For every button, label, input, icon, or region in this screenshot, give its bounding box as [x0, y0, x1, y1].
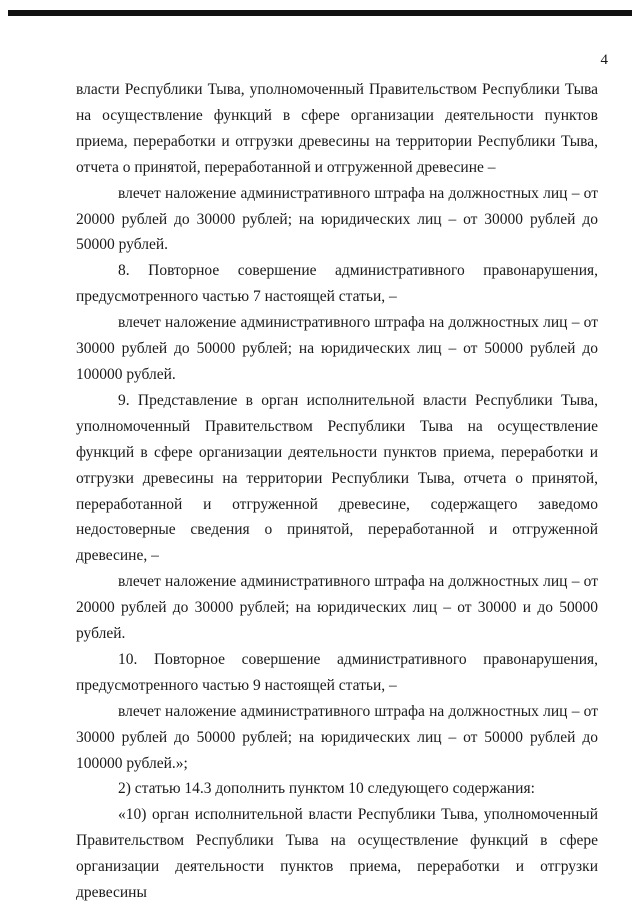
paragraph-item-9: 9. Представление в орган исполнительной власти Республики Тыва, уполномоченный Правительством Республики Тыва на осуществление функций в сфере организации деятельности пунктов приема, переработки и отгрузки древесины на территории Республики Тыва, отчета о принятой, переработанной и отгруженной древесине, содержащего заведомо недостоверные сведения о принятой, переработанной и отгруженной древесине, –	[76, 391, 598, 565]
document-body	[76, 77, 598, 906]
paragraph-item-8: 8. Повторное совершение административного правонарушения, предусмотренного частью 7 настоящей статьи, –	[76, 262, 598, 306]
paragraph-continuation: власти Республики Тыва, уполномоченный Правительством Республики Тыва на осуществление функций в сфере организации деятельности пунктов приема, переработки и отгрузки древесины на территории Республики Тыва, отчета о принятой, переработанной и отгруженной древесине –	[76, 81, 598, 176]
paragraph-penalty-7: влечет наложение административного штрафа на должностных лиц – от 20000 рублей до 30000 рублей; на юридических лиц – от 30000 рублей до 50000 рублей.	[76, 184, 598, 254]
paragraph-amendment-14-3: 2) статью 14.3 дополнить пунктом 10 следующего содержания:	[118, 780, 535, 798]
paragraph-penalty-10: влечет наложение административного штрафа на должностных лиц – от 30000 рублей до 50000 рублей; на юридических лиц – от 50000 рублей до 100000 рублей.»;	[76, 702, 598, 772]
paragraph-penalty-8: влечет наложение административного штрафа на должностных лиц – от 30000 рублей до 50000 рублей; на юридических лиц – от 50000 рублей до 100000 рублей.	[76, 314, 598, 383]
paragraph-penalty-9: влечет наложение административного штрафа на должностных лиц – от 20000 рублей до 30000 рублей; на юридических лиц – от 30000 и до 50000 рублей.	[76, 573, 598, 643]
paragraph-item-10-new: «10) орган исполнительной власти Республики Тыва, уполномоченный Правительством Республики Тыва на осуществление функций в сфере организации деятельности пунктов приема, переработки и отгрузки древесины	[76, 806, 598, 902]
scan-edge-bar	[8, 10, 632, 16]
page-number: 4	[600, 52, 608, 68]
paragraph-item-10: 10. Повторное совершение административного правонарушения, предусмотренного частью 9 настоящей статьи, –	[76, 650, 598, 694]
